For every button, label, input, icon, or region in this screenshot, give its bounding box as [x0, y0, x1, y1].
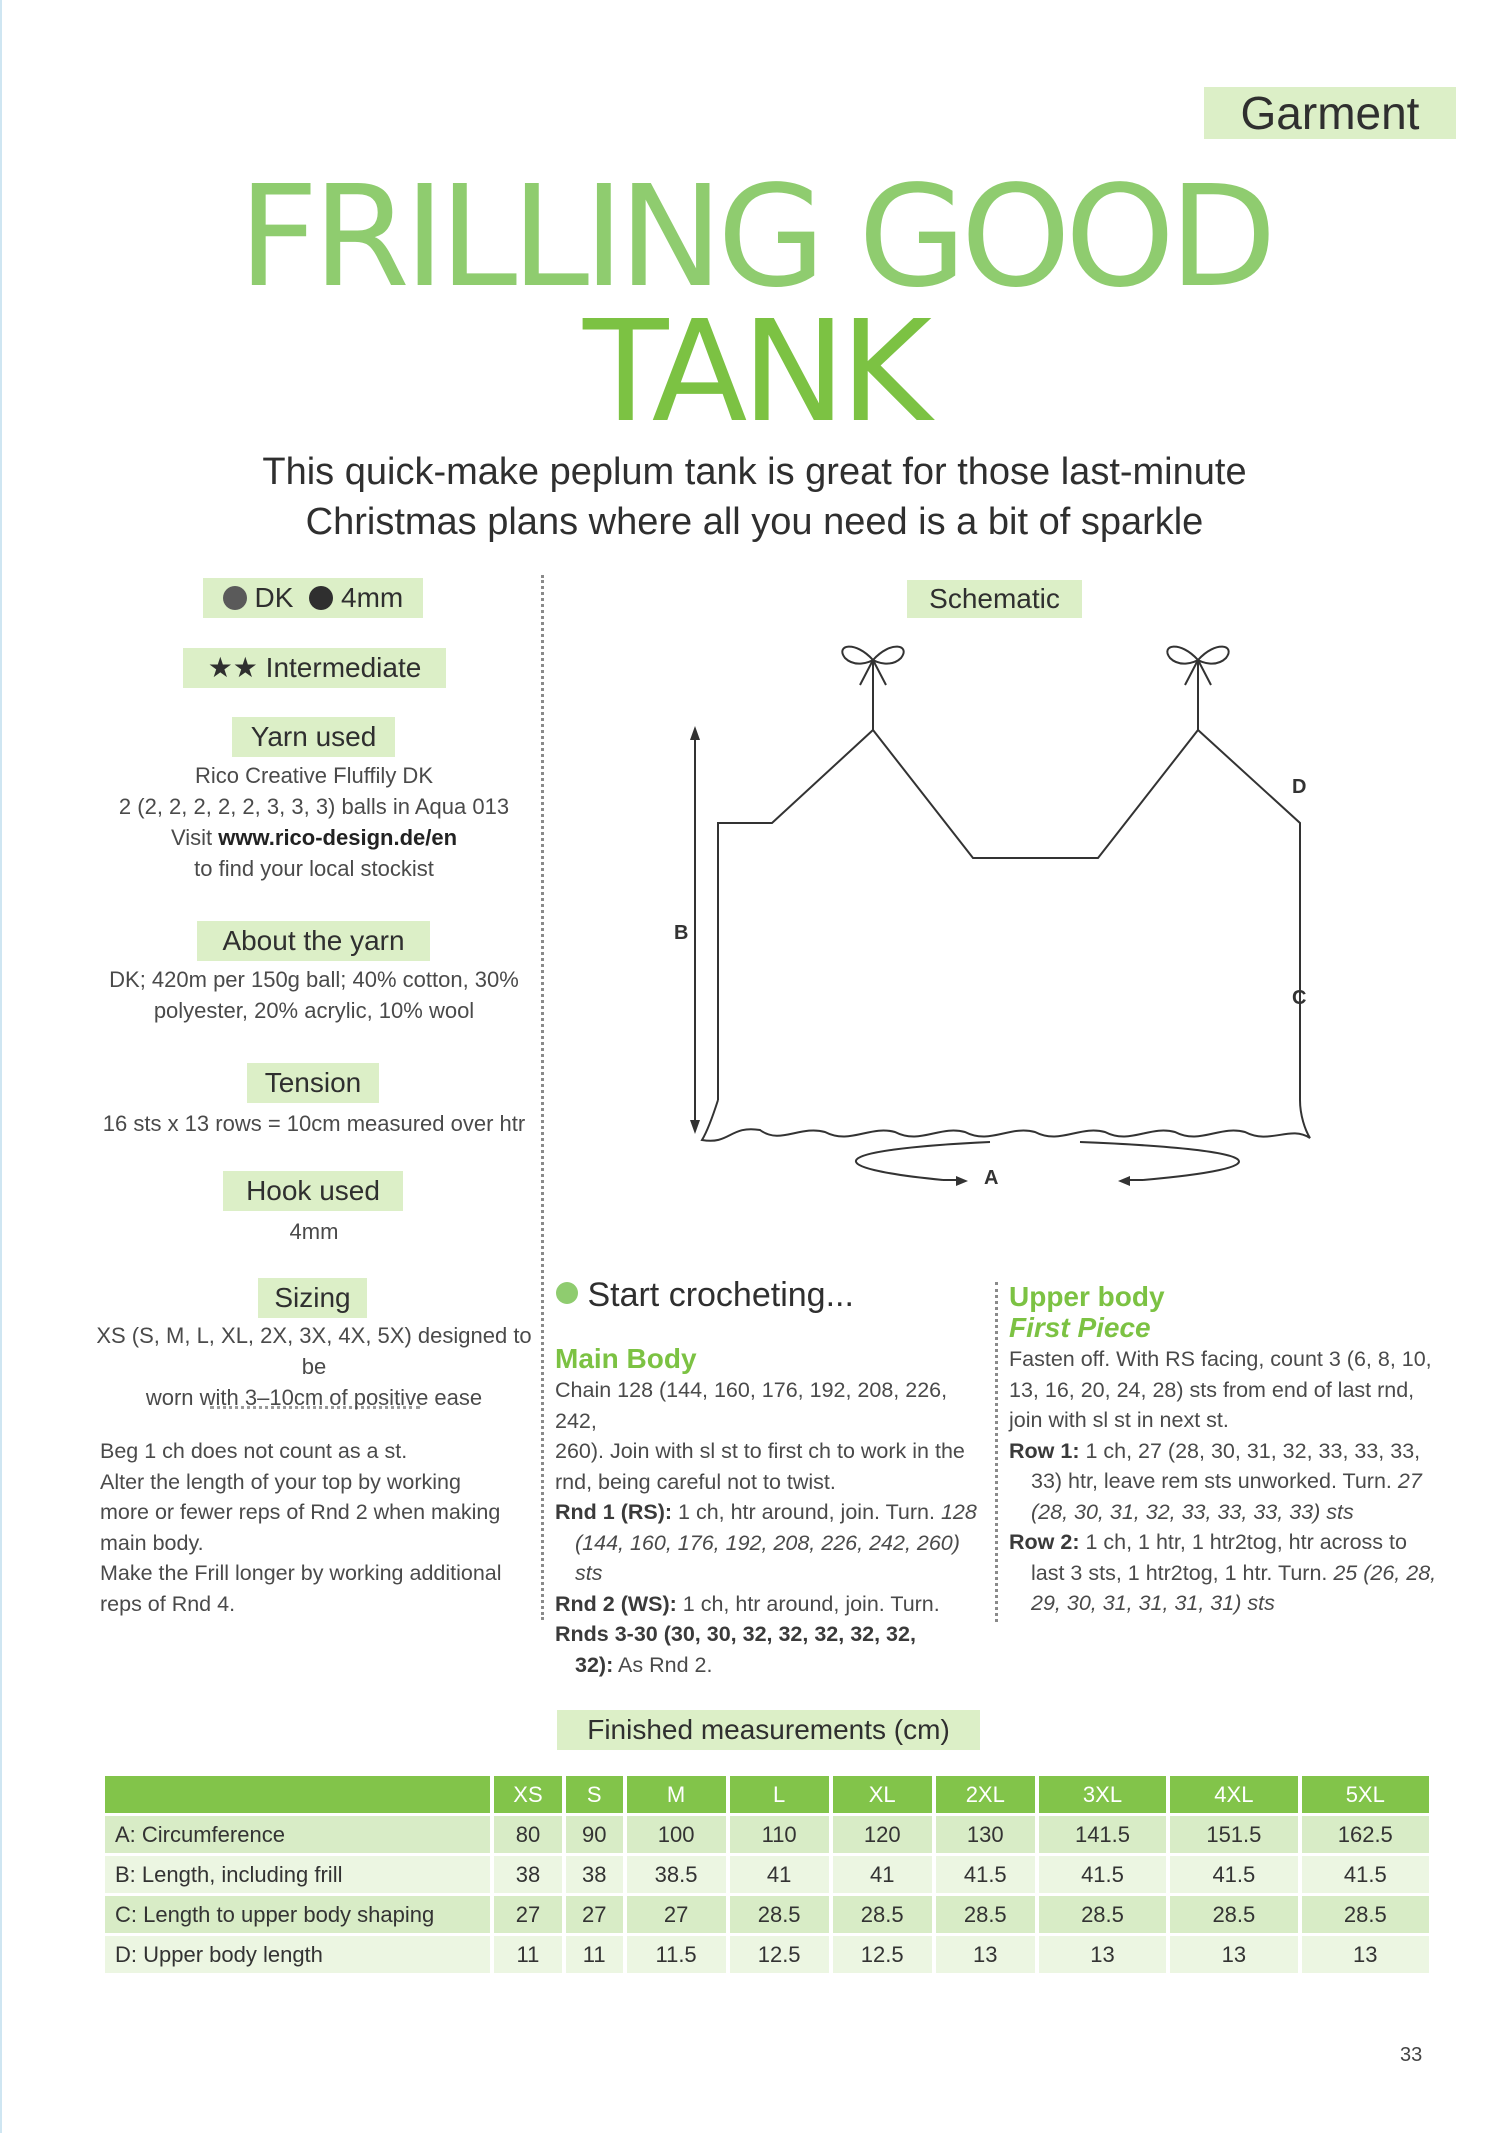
- rnd1-text: 1 ch, htr around, join. Turn.: [672, 1500, 941, 1524]
- row2-label: Row 2:: [1009, 1530, 1080, 1554]
- note-line: Make the Frill longer by working additional: [100, 1561, 502, 1585]
- measurements-heading: Finished measurements (cm): [557, 1710, 980, 1750]
- rnd1: [555, 1497, 985, 1528]
- yarn-used-heading: Yarn used: [232, 717, 395, 757]
- table-row: [105, 1856, 1429, 1893]
- row2-count: 25 (26, 28,: [1333, 1560, 1437, 1585]
- schematic-label-b: B: [674, 922, 689, 944]
- row2-text: 1 ch, 1 htr, 1 htr2tog, htr across to: [1079, 1530, 1407, 1554]
- table-cell: 13: [1039, 1936, 1166, 1973]
- column-separator-left: [541, 575, 544, 1620]
- hook-size-label: 4mm: [341, 582, 404, 613]
- table-row: [105, 1896, 1429, 1933]
- weight-label: DK: [254, 582, 294, 613]
- table-cell: 151.5: [1170, 1816, 1297, 1853]
- page-number: 33: [1400, 2044, 1423, 2066]
- note-line: Beg 1 ch does not count as a st.: [100, 1439, 408, 1463]
- row-label: C: Length to upper body shaping: [105, 1896, 490, 1933]
- about-yarn-heading: About the yarn: [197, 921, 430, 961]
- schematic-label-c: C: [1292, 987, 1307, 1009]
- start-heading-text: Start crocheting...: [587, 1276, 854, 1314]
- row1-count: 27: [1397, 1469, 1422, 1493]
- table-cell: 120: [833, 1816, 932, 1853]
- rnd1-cont: [555, 1528, 985, 1589]
- size-header: XS: [494, 1776, 562, 1813]
- main-body-heading: Main Body: [555, 1343, 697, 1374]
- first-piece-heading: First Piece: [1009, 1312, 1151, 1343]
- row1: [1009, 1436, 1449, 1467]
- rnds3-label2: 32):: [575, 1652, 614, 1677]
- yarn-url-link[interactable]: www.rico-design.de/en: [218, 825, 458, 850]
- section-tag: Garment: [1204, 87, 1456, 139]
- table-cell: 13: [1302, 1936, 1429, 1973]
- rnds3: [555, 1619, 985, 1650]
- notes: [100, 1436, 530, 1619]
- table-cell: 162.5: [1302, 1816, 1429, 1853]
- table-cell: 28.5: [730, 1896, 829, 1933]
- page-title-line2: TANK: [583, 291, 926, 454]
- table-cell: 28.5: [1039, 1896, 1166, 1933]
- size-header: XL: [833, 1776, 932, 1813]
- frill-edge: [702, 1100, 1310, 1141]
- row1-count2: (28, 30, 31, 32, 33, 33, 33, 33) sts: [1031, 1499, 1354, 1524]
- row1-text2: 33) htr, leave rem sts unworked. Turn.: [1031, 1469, 1398, 1493]
- sizing-text: [96, 1320, 532, 1413]
- about-line2: polyester, 20% acrylic, 10% wool: [153, 998, 475, 1023]
- measurements-table: [101, 1773, 1433, 1976]
- row-label: D: Upper body length: [105, 1936, 490, 1973]
- star-icon: ★★: [207, 652, 258, 683]
- row-label: B: Length, including frill: [105, 1856, 490, 1893]
- sizing-heading: Sizing: [258, 1278, 367, 1318]
- rnd2-text: 1 ch, htr around, join. Turn.: [676, 1591, 940, 1616]
- table-cell: 38: [566, 1856, 623, 1893]
- table-cell: 11: [566, 1936, 623, 1973]
- tank-outline: [718, 730, 1300, 1100]
- weight-hook-badge: [203, 578, 423, 618]
- mb-line: Chain 128 (144, 160, 176, 192, 208, 226, 242,: [555, 1378, 948, 1433]
- yarn-line3: [96, 822, 532, 853]
- level-badge: [183, 648, 446, 688]
- table-cell: 141.5: [1039, 1816, 1166, 1853]
- table-header-row: [105, 1776, 1429, 1813]
- table-cell: 27: [494, 1896, 562, 1933]
- main-body-text: [555, 1375, 985, 1680]
- size-header: M: [627, 1776, 726, 1813]
- table-cell: 38: [494, 1856, 562, 1893]
- size-header: 3XL: [1039, 1776, 1166, 1813]
- ub-line: 13, 16, 20, 24, 28) sts from end of last rnd,: [1009, 1377, 1415, 1402]
- note-line: reps of Rnd 4.: [100, 1591, 236, 1616]
- yarn-used-text: [96, 760, 532, 884]
- rnds3-label: Rnds 3-30 (30, 30, 32, 32, 32, 32, 32,: [555, 1622, 916, 1646]
- mb-line: 260). Join with sl st to first ch to work in the: [555, 1439, 965, 1463]
- rnd1-count: 128: [940, 1500, 977, 1524]
- table-header-blank: [105, 1776, 490, 1813]
- yarn-ball-icon: [223, 586, 247, 610]
- hook-icon: [309, 586, 333, 610]
- table-cell: 90: [566, 1816, 623, 1853]
- visit-text: Visit: [170, 825, 219, 850]
- yarn-ball-icon: [556, 1282, 578, 1304]
- yarn-line4: to find your local stockist: [194, 856, 434, 881]
- row1-cont: [1009, 1466, 1449, 1497]
- rnds3-text: As Rnd 2.: [613, 1652, 713, 1677]
- yarn-line2: 2 (2, 2, 2, 2, 2, 3, 3, 3) balls in Aqua 013: [118, 794, 510, 819]
- about-yarn-text: [96, 964, 532, 1026]
- row2-cont2: [1009, 1588, 1449, 1619]
- row2-count2: 29, 30, 31, 31, 31, 31) sts: [1031, 1591, 1275, 1615]
- size-header: S: [566, 1776, 623, 1813]
- table-cell: 12.5: [730, 1936, 829, 1973]
- arrow-a: [856, 1142, 1239, 1180]
- rnd2-label: Rnd 2 (WS):: [555, 1591, 677, 1616]
- table-cell: 28.5: [1170, 1896, 1297, 1933]
- subtitle-line1: This quick-make peplum tank is great for those last-minute: [262, 451, 1247, 493]
- rnds3-cont: [555, 1650, 985, 1681]
- row1-text: 1 ch, 27 (28, 30, 31, 32, 33, 33, 33,: [1079, 1438, 1421, 1463]
- rnd1-label: Rnd 1 (RS):: [555, 1500, 673, 1524]
- table-cell: 28.5: [936, 1896, 1035, 1933]
- schematic-label-a: A: [984, 1167, 999, 1189]
- table-cell: 38.5: [627, 1856, 726, 1893]
- schematic-diagram: [660, 620, 1320, 1200]
- schematic-heading: Schematic: [907, 580, 1082, 618]
- table-cell: 41.5: [1170, 1856, 1297, 1893]
- upper-body-heading: Upper body: [1009, 1281, 1165, 1312]
- table-cell: 28.5: [833, 1896, 932, 1933]
- row1-cont2: [1009, 1497, 1449, 1528]
- table-cell: 41.5: [936, 1856, 1035, 1893]
- sizing-line1: XS (S, M, L, XL, 2X, 3X, 4X, 5X) designed to be: [96, 1323, 532, 1379]
- table-cell: 110: [730, 1816, 829, 1853]
- table-cell: 27: [566, 1896, 623, 1933]
- tension-heading: Tension: [247, 1063, 379, 1103]
- table-cell: 11: [494, 1936, 562, 1973]
- schematic-label-d: D: [1292, 776, 1307, 798]
- size-header: L: [730, 1776, 829, 1813]
- rnd1-count2: (144, 160, 176, 192, 208, 226, 242, 260) sts: [575, 1530, 960, 1585]
- hook-used-heading: Hook used: [223, 1171, 403, 1211]
- row-label: A: Circumference: [105, 1816, 490, 1853]
- table-cell: 13: [1170, 1936, 1297, 1973]
- row1-label: Row 1:: [1009, 1438, 1080, 1463]
- note-line: more or fewer reps of Rnd 2 when making: [100, 1500, 501, 1524]
- table-cell: 41.5: [1039, 1856, 1166, 1893]
- ub-line: join with sl st in next st.: [1009, 1408, 1229, 1432]
- table-cell: 11.5: [627, 1936, 726, 1973]
- table-cell: 41.5: [1302, 1856, 1429, 1893]
- ub-line: Fasten off. With RS facing, count 3 (6, 8, 10,: [1009, 1347, 1432, 1371]
- table-cell: 27: [627, 1896, 726, 1933]
- mb-line: rnd, being careful not to twist.: [555, 1469, 836, 1494]
- note-line: main body.: [100, 1530, 204, 1555]
- table-row: [105, 1816, 1429, 1853]
- yarn-line1: Rico Creative Fluffily DK: [195, 763, 433, 788]
- table-cell: 12.5: [833, 1936, 932, 1973]
- sizing-line2: worn with 3–10cm of positive ease: [145, 1385, 483, 1410]
- note-line: Alter the length of your top by working: [100, 1469, 461, 1494]
- rnd2: [555, 1589, 985, 1620]
- subtitle-line2: Christmas plans where all you need is a bit of sparkle: [305, 501, 1204, 543]
- table-row: [105, 1936, 1429, 1973]
- about-line1: DK; 420m per 150g ball; 40% cotton, 30%: [109, 967, 519, 992]
- page-title-line1: FRILLING GOOD: [238, 156, 1271, 319]
- table-cell: 100: [627, 1816, 726, 1853]
- row2: [1009, 1527, 1449, 1558]
- size-header: 2XL: [936, 1776, 1035, 1813]
- hook-used-text: 4mm: [289, 1219, 339, 1244]
- table-cell: 80: [494, 1816, 562, 1853]
- row2-cont: [1009, 1558, 1449, 1589]
- level-label: Intermediate: [265, 652, 422, 683]
- table-cell: 13: [936, 1936, 1035, 1973]
- table-cell: 130: [936, 1816, 1035, 1853]
- start-crocheting-heading: [556, 1276, 854, 1315]
- upper-body-text: [1009, 1344, 1449, 1619]
- subtitle: [0, 447, 1509, 547]
- size-header: 4XL: [1170, 1776, 1297, 1813]
- row2-text2: last 3 sts, 1 htr2tog, 1 htr. Turn.: [1031, 1560, 1334, 1585]
- size-header: 5XL: [1302, 1776, 1429, 1813]
- tension-text: 16 sts x 13 rows = 10cm measured over htr: [102, 1111, 526, 1136]
- column-separator-right: [995, 1282, 998, 1622]
- table-cell: 41: [833, 1856, 932, 1893]
- table-cell: 28.5: [1302, 1896, 1429, 1933]
- table-cell: 41: [730, 1856, 829, 1893]
